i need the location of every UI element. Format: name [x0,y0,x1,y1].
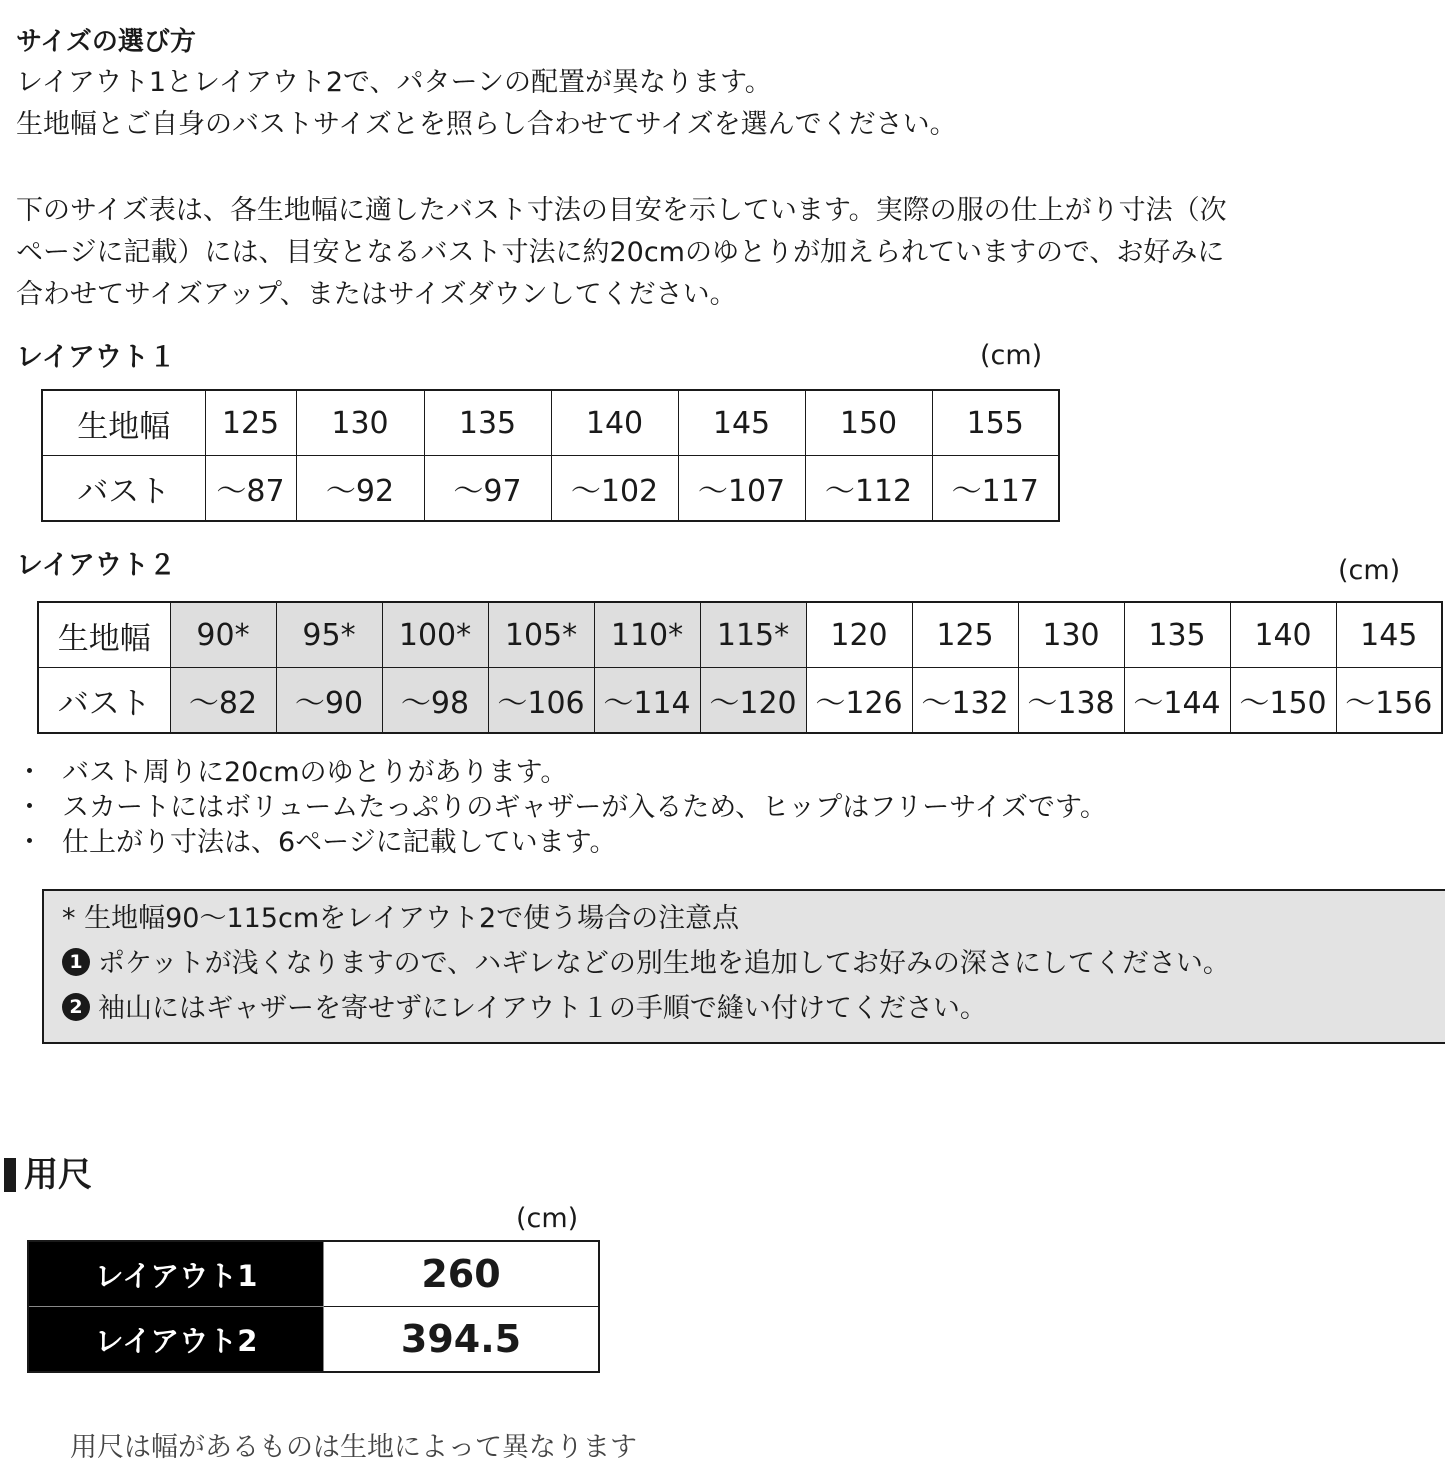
yardage-title [4,1152,92,1198]
width-cell: 110* [594,602,700,668]
heading-bar-icon [4,1158,16,1192]
width-cell: 100* [382,602,488,668]
layout1-unit: (cm) [980,340,1043,371]
yardage-label: レイアウト2 [28,1307,324,1373]
list-item [16,790,1107,825]
bust-cell: ～97 [424,456,551,522]
layout1-title: レイアウト１ [16,342,176,373]
width-cell: 115* [700,602,806,668]
bust-cell: ～126 [806,668,912,734]
notes-list [16,755,1107,860]
width-cell: 125 [912,602,1018,668]
layout2-size-table [37,601,1443,734]
section-title: サイズの選び方 [16,27,196,57]
width-cell: 130 [296,390,424,456]
bust-cell: ～138 [1018,668,1124,734]
bust-cell: ～144 [1124,668,1230,734]
layout2-unit: (cm) [1338,555,1401,586]
bust-cell: ～90 [276,668,382,734]
number-1-icon: 1 [62,948,90,976]
list-item-text: 仕上がり寸法は、6ページに記載しています。 [62,827,617,858]
explanation-line: 下のサイズ表は、各生地幅に適したバスト寸法の目安を示しています。実際の服の仕上がり寸法（次 [16,195,1227,226]
bust-cell: ～87 [205,456,296,522]
yardage-value: 260 [324,1241,600,1307]
yardage-unit: (cm) [516,1203,579,1234]
caution-item [62,989,987,1029]
width-cell: 135 [1124,602,1230,668]
explanation-line: ページに記載）には、目安となるバスト寸法に約20cmのゆとりが加えられていますので、お好みに [16,237,1225,268]
row-label-bust: バスト [42,456,205,522]
fabric-width-row [38,602,1442,668]
bust-cell: ～132 [912,668,1018,734]
width-cell: 130 [1018,602,1124,668]
width-cell: 145 [678,390,805,456]
intro-line: 生地幅とご自身のバストサイズとを照らし合わせてサイズを選んでください。 [16,109,957,140]
yardage-table [27,1240,600,1373]
width-cell: 135 [424,390,551,456]
cut-off-text: 用尺は幅があるものは生地によって異なります [70,1432,637,1463]
layout2-title: レイアウト２ [16,550,176,581]
width-cell: 150 [805,390,932,456]
bust-cell: ～98 [382,668,488,734]
fabric-width-row [42,390,1059,456]
caution-item-text: ポケットが浅くなりますので、ハギレなどの別生地を追加してお好みの深さにしてください。 [98,948,1230,979]
row-label-fabric-width: 生地幅 [38,602,170,668]
caution-title: * 生地幅90～115cmをレイアウト2で使う場合の注意点 [62,903,740,934]
bust-cell: ～150 [1230,668,1336,734]
bust-cell: ～82 [170,668,276,734]
width-cell: 140 [551,390,678,456]
bust-cell: ～156 [1336,668,1442,734]
row-label-fabric-width: 生地幅 [42,390,205,456]
intro-line: レイアウト1とレイアウト2で、パターンの配置が異なります。 [16,67,772,98]
bullet-mark: ・ [16,827,43,858]
bust-row [42,456,1059,522]
intro-paragraph [16,62,957,146]
number-2-icon: 2 [62,993,90,1021]
width-cell: 155 [932,390,1059,456]
bust-cell: ～112 [805,456,932,522]
caution-box [42,889,1445,1044]
yardage-row [28,1241,599,1307]
explanation-paragraph [16,190,1227,316]
list-item-text: バスト周りに20cmのゆとりがあります。 [62,757,568,788]
list-item-text: スカートにはボリュームたっぷりのギャザーが入るため、ヒップはフリーサイズです。 [62,792,1107,823]
yardage-row [28,1307,599,1373]
bust-cell: ～117 [932,456,1059,522]
width-cell: 120 [806,602,912,668]
width-cell: 90* [170,602,276,668]
yardage-label: レイアウト1 [28,1241,324,1307]
width-cell: 95* [276,602,382,668]
width-cell: 145 [1336,602,1442,668]
list-item [16,825,1107,860]
yardage-value: 394.5 [324,1307,600,1373]
width-cell: 125 [205,390,296,456]
caution-item [62,944,1230,984]
bullet-mark: ・ [16,757,43,788]
bust-cell: ～106 [488,668,594,734]
bust-cell: ～114 [594,668,700,734]
bust-cell: ～102 [551,456,678,522]
caution-item-text: 袖山にはギャザーを寄せずにレイアウト１の手順で縫い付けてください。 [98,993,987,1024]
width-cell: 105* [488,602,594,668]
bust-cell: ～107 [678,456,805,522]
yardage-title-text: 用尺 [24,1155,92,1195]
bust-cell: ～120 [700,668,806,734]
layout1-size-table [41,389,1060,522]
width-cell: 140 [1230,602,1336,668]
row-label-bust: バスト [38,668,170,734]
explanation-line: 合わせてサイズアップ、またはサイズダウンしてください。 [16,279,737,310]
bullet-mark: ・ [16,792,43,823]
bust-row [38,668,1442,734]
bust-cell: ～92 [296,456,424,522]
list-item [16,755,1107,790]
